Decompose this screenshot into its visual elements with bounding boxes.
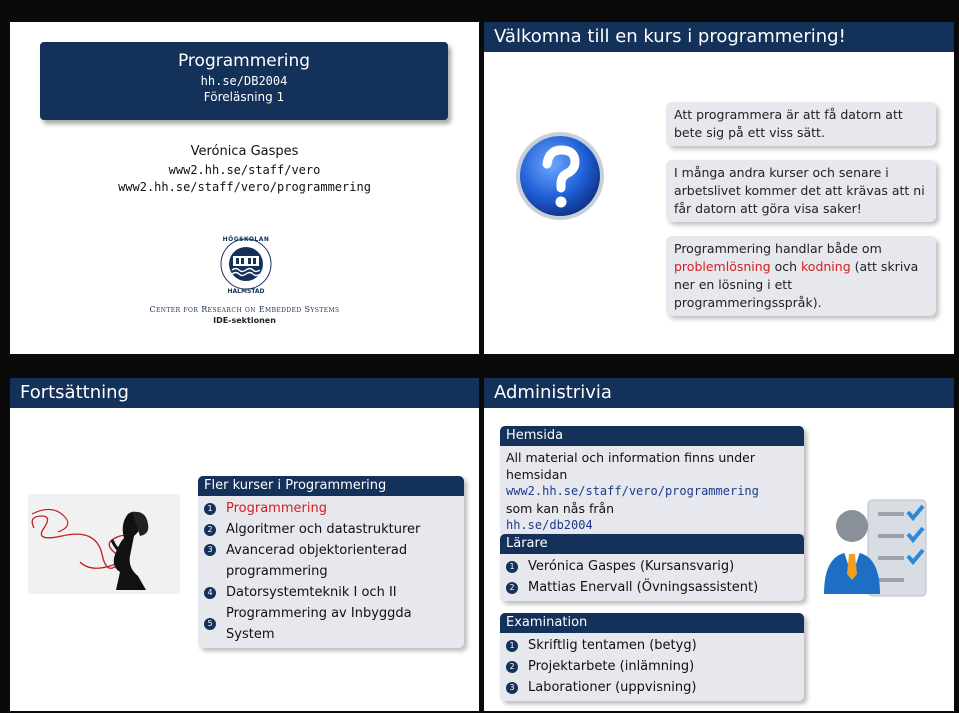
person-string-icon [28, 494, 180, 594]
course-title: Programmering [177, 51, 311, 71]
bullet-number: 3 [506, 682, 518, 694]
bullet-number: 1 [204, 503, 216, 515]
block-title: Lärare [500, 534, 804, 554]
slide-administrivia [484, 378, 954, 711]
list-item [506, 677, 798, 698]
list-item [204, 498, 458, 519]
bullet-number: 1 [506, 640, 518, 652]
slide-header: Fortsättning [10, 378, 479, 408]
text-p3a: Programmering handlar både om [674, 241, 882, 256]
slide-continuation [10, 378, 479, 711]
block-homepage [500, 426, 804, 537]
slide-header: Administrivia [484, 378, 954, 408]
author-name: Verónica Gaspes [190, 144, 299, 159]
list-item [506, 556, 798, 577]
list-item [204, 540, 458, 582]
list-item [204, 582, 458, 603]
list-item [204, 519, 458, 540]
bullet-number: 4 [204, 587, 216, 599]
text-p1: Att programmera är att få datorn att bete sig på ett viss sätt. [674, 107, 903, 140]
list-item [506, 656, 798, 677]
exam-item: Projektarbete (inlämning) [528, 659, 695, 674]
homepage-short-url[interactable]: hh.se/db2004 [506, 518, 593, 532]
block-problem-solving [666, 236, 936, 316]
title-box [40, 42, 448, 120]
homepage-text: All material och information finns under hemsidan [506, 450, 755, 482]
list-item [204, 603, 458, 645]
block-other-courses [666, 160, 936, 222]
course-code: hh.se/DB2004 [200, 74, 288, 88]
illustration-tangled-string [28, 494, 180, 594]
slide-title [10, 22, 479, 354]
lecture-label: Föreläsning 1 [203, 90, 285, 104]
block-programming-definition [666, 102, 936, 146]
list-item [506, 577, 798, 598]
course-item: Algoritmer och datastrukturer [226, 522, 421, 537]
block-title: Hemsida [500, 426, 804, 446]
teacher-item: Mattias Enervall (Övningsassistent) [528, 580, 759, 595]
author-url[interactable]: www2.hh.se/staff/vero [168, 163, 321, 177]
homepage-text2: som kan nås från [506, 501, 615, 516]
exam-item: Laborationer (uppvisning) [528, 680, 697, 695]
text-coding: kodning [801, 259, 851, 274]
exam-item: Skriftlig tentamen (betyg) [528, 638, 697, 653]
bullet-number: 2 [506, 582, 518, 594]
block-examination [500, 613, 804, 701]
slide-welcome [484, 22, 954, 354]
text-problemsolving: problemlösning [674, 259, 771, 274]
logo-top-text: HÖGSKOLAN [222, 236, 270, 243]
research-center: Center for Research on Embedded Systems [149, 305, 340, 314]
block-teachers [500, 534, 804, 601]
bullet-number: 1 [506, 561, 518, 573]
teacher-item: Verónica Gaspes (Kursansvarig) [528, 559, 735, 574]
text-p2: I många andra kurser och senare i arbetslivet kommer det att krävas att ni får datorn att göra visa saker! [674, 165, 925, 216]
bullet-number: 2 [204, 524, 216, 536]
question-mark-icon [514, 130, 606, 222]
block-title: Fler kurser i Programmering [198, 476, 464, 496]
text-p3c: och [770, 259, 801, 274]
homepage-url[interactable]: www2.hh.se/staff/vero/programmering [506, 484, 759, 498]
section-label: IDE-sektionen [213, 316, 276, 325]
bullet-number: 5 [204, 618, 216, 630]
block-more-courses [198, 476, 464, 648]
bullet-number: 2 [506, 661, 518, 673]
course-item: Programmering [226, 501, 327, 516]
logo-bottom-text: HALMSTAD [227, 288, 265, 295]
slide-header: Välkomna till en kurs i programmering! [484, 22, 954, 52]
course-item: Datorsystemteknik I och II [226, 585, 397, 600]
course-item: Avancerad objektorienterad programmering [226, 543, 408, 579]
checklist-person-icon [822, 498, 934, 608]
list-item [506, 635, 798, 656]
block-title: Examination [500, 613, 804, 633]
course-url[interactable]: www2.hh.se/staff/vero/programmering [118, 180, 371, 194]
course-item: Programmering av Inbyggda System [226, 606, 412, 642]
text-p3e: (att skriva ner en lösning i ett programmeringsspråk). [674, 259, 919, 310]
university-logo [218, 234, 274, 300]
bullet-number: 3 [204, 544, 216, 556]
